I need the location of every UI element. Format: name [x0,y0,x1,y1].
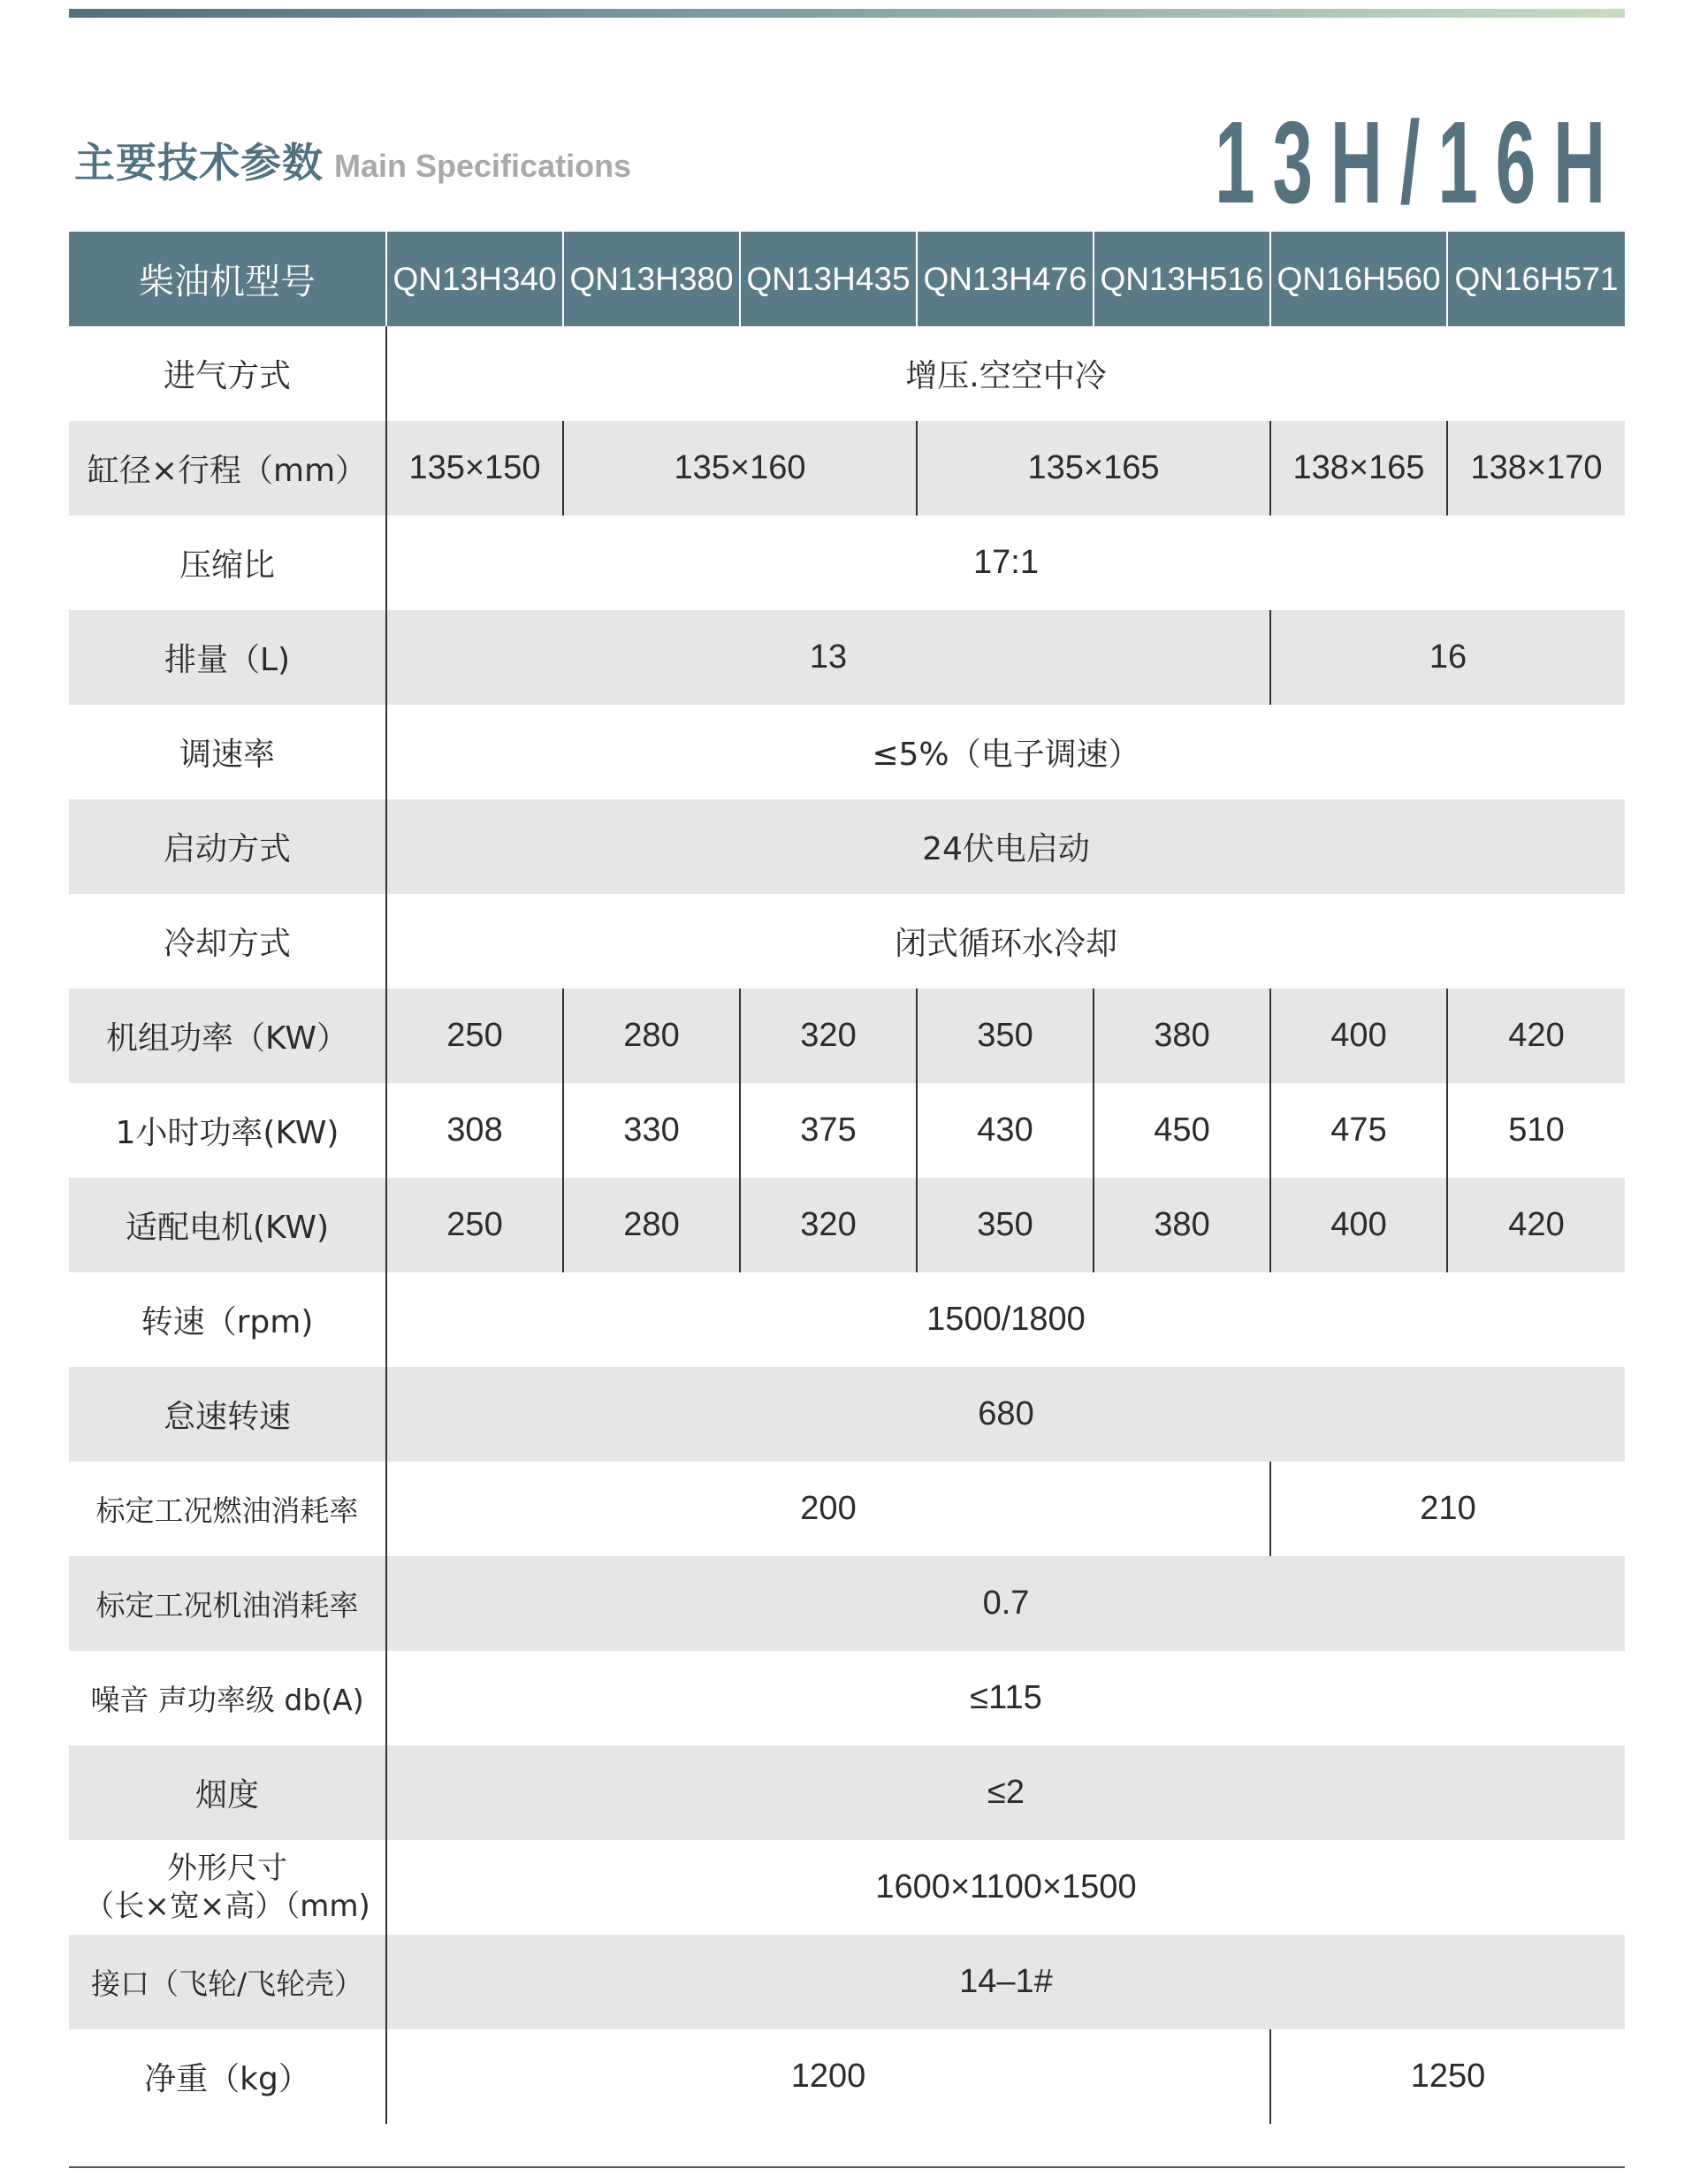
row-value: 330 [563,1083,740,1178]
row-label [69,1840,386,1935]
row-value: 17:1 [386,515,1625,610]
model-code-title: 13H/16H [1215,97,1623,227]
heading-chinese: 主要技术参数 [74,139,324,187]
row-unit-power [69,989,1625,1083]
row-value: 510 [1447,1083,1625,1178]
row-value: 420 [1447,1178,1625,1272]
row-value: 1250 [1270,2029,1625,2124]
row-value: 375 [740,1083,917,1178]
row-value: 400 [1270,989,1447,1083]
row-label: 净重（kg） [144,2061,310,2097]
row-compression [69,515,1625,610]
header-label: 柴油机型号 [69,232,386,326]
row-value: 增压.空空中冷 [386,326,1625,421]
row-label: 进气方式 [163,358,291,394]
row-interface [69,1935,1625,2029]
section-heading [74,131,631,193]
row-value: 280 [563,1178,740,1272]
row-value: 1500/1800 [386,1272,1625,1367]
model-header: QN16H560 [1270,232,1447,326]
row-speed [69,1272,1625,1367]
spec-table [69,232,1625,2124]
row-fuel-rate [69,1462,1625,1556]
row-weight [69,2029,1625,2124]
row-value: 280 [563,989,740,1083]
model-header: QN13H516 [1094,232,1270,326]
row-cooling [69,894,1625,989]
row-value: 1600×1100×1500 [386,1840,1625,1935]
row-starting [69,799,1625,894]
heading-english: Main Specifications [334,148,632,184]
row-value: 138×170 [1447,421,1625,515]
row-value: 308 [386,1083,563,1178]
model-header: QN13H340 [386,232,563,326]
row-dimensions [69,1840,1625,1935]
row-value: 350 [917,989,1094,1083]
row-label: 怠速转速 [69,1367,386,1462]
row-label: 排量（L) [69,610,386,705]
row-value: 475 [1270,1083,1447,1178]
row-hour-power [69,1083,1625,1178]
row-value: 430 [917,1083,1094,1178]
row-label: 冷却方式 [163,926,291,962]
row-label: 调速率 [179,737,275,773]
row-idle [69,1367,1625,1462]
row-value: 138×165 [1270,421,1447,515]
row-value: ≤5%（电子调速） [386,705,1625,799]
row-value: 320 [740,989,917,1083]
row-value: 400 [1270,1178,1447,1272]
row-value: 闭式循环水冷却 [386,894,1625,989]
row-label: 1小时功率(KW) [115,1115,339,1151]
row-label-line: 外形尺寸 [167,1851,287,1886]
row-value: 320 [740,1178,917,1272]
row-label: 标定工况机油消耗率 [69,1556,386,1651]
row-label: 缸径×行程（mm） [69,421,386,515]
row-value: 135×150 [386,421,563,515]
top-accent-bar [69,9,1625,18]
row-bore-stroke [69,421,1625,515]
model-header: QN13H380 [563,232,740,326]
row-label: 转速（rpm) [141,1304,314,1340]
row-intake [69,326,1625,421]
row-label: 机组功率（KW） [69,989,386,1083]
row-value: ≤2 [386,1745,1625,1840]
model-header: QN16H571 [1447,232,1625,326]
row-label: 噪音 声功率级 db(A) [90,1683,364,1717]
row-oil-rate [69,1556,1625,1651]
row-motor [69,1178,1625,1272]
row-displacement [69,610,1625,705]
row-label: 压缩比 [179,547,275,584]
row-value: 16 [1270,610,1625,705]
row-value: 14–1# [386,1935,1625,2029]
row-value: 250 [386,1178,563,1272]
row-value: 135×165 [917,421,1270,515]
row-label: 接口（飞轮/飞轮壳） [69,1935,386,2029]
row-label: 烟度 [69,1745,386,1840]
row-value: ≤115 [386,1651,1625,1745]
row-smoke [69,1745,1625,1840]
row-value: 13 [386,610,1270,705]
row-value: 680 [386,1367,1625,1462]
row-value: 210 [1270,1462,1625,1556]
model-header: QN13H435 [740,232,917,326]
row-label: 启动方式 [69,799,386,894]
row-value: 1200 [386,2029,1270,2124]
row-value: 250 [386,989,563,1083]
row-value: 0.7 [386,1556,1625,1651]
row-value: 380 [1094,989,1270,1083]
row-governing [69,705,1625,799]
row-label: 标定工况燃油消耗率 [95,1493,359,1528]
row-value: 380 [1094,1178,1270,1272]
row-value: 450 [1094,1083,1270,1178]
row-value: 200 [386,1462,1270,1556]
header-row [69,232,1625,326]
row-value: 420 [1447,989,1625,1083]
row-value: 350 [917,1178,1094,1272]
row-noise [69,1651,1625,1745]
row-value: 24伏电启动 [386,799,1625,894]
row-label-line: （长×宽×高）（mm) [84,1888,370,1924]
row-label: 适配电机(KW) [69,1178,386,1272]
model-header: QN13H476 [917,232,1094,326]
row-value: 135×160 [563,421,917,515]
bottom-rule [69,2166,1625,2168]
